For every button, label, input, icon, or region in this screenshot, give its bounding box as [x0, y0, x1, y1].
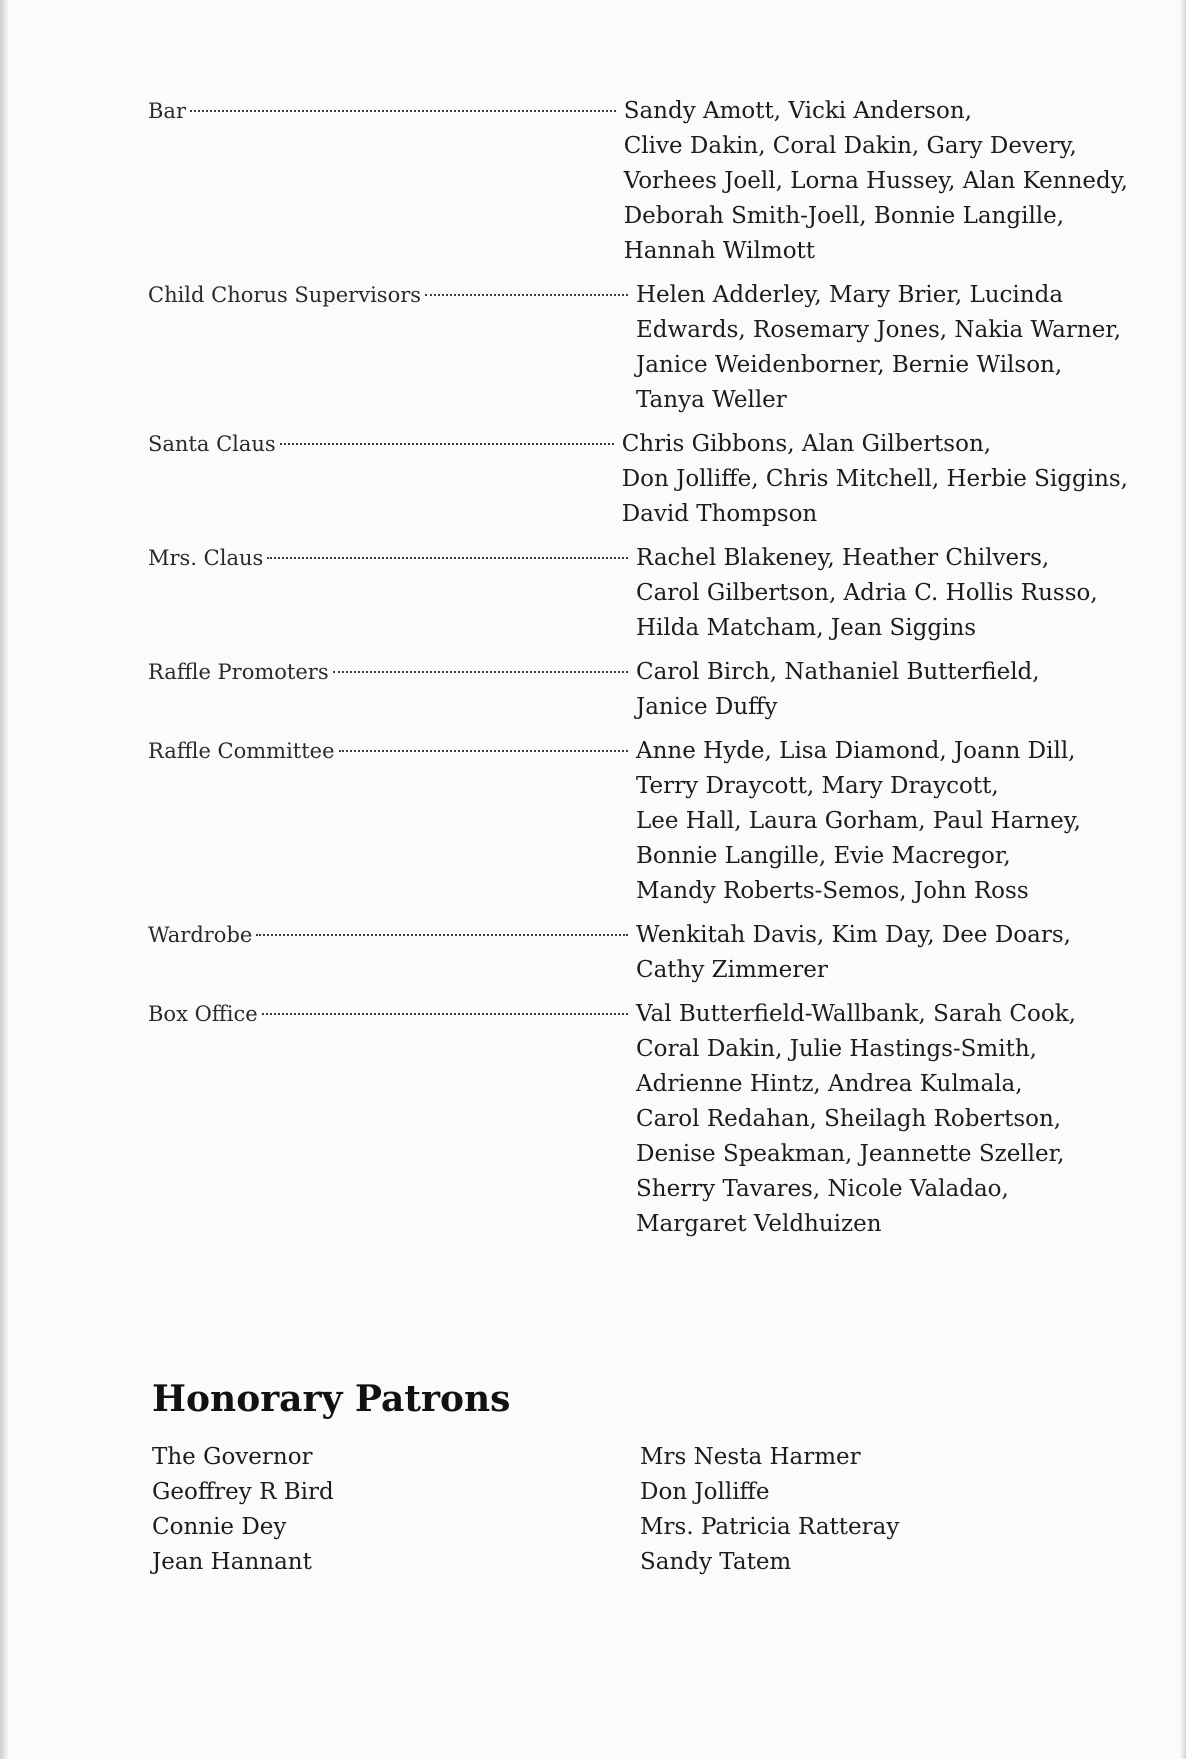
- patron-name: Connie Dey: [152, 1514, 287, 1540]
- dot-leader: [280, 443, 614, 445]
- credit-row: [148, 94, 1128, 269]
- credit-name-line: Margaret Veldhuizen: [636, 1211, 882, 1237]
- patron-name: Mrs. Patricia Ratteray: [640, 1514, 900, 1540]
- credit-name-line: Lee Hall, Laura Gorham, Paul Harney,: [636, 808, 1081, 834]
- credit-name-line: Tanya Weller: [636, 387, 787, 413]
- credits-list: [148, 94, 1128, 1251]
- credit-role: [148, 734, 636, 769]
- credit-name-line: Adrienne Hintz, Andrea Kulmala,: [636, 1071, 1023, 1097]
- page-right-edge: [1180, 0, 1186, 1759]
- credit-role: [148, 655, 636, 690]
- credit-row: [148, 541, 1128, 646]
- dot-leader: [267, 557, 628, 559]
- patrons-right-column: [640, 1440, 899, 1580]
- dot-leader: [425, 294, 628, 296]
- credit-name-line: Edwards, Rosemary Jones, Nakia Warner,: [636, 317, 1122, 343]
- dot-leader: [339, 750, 628, 752]
- patron-name: The Governor: [152, 1444, 313, 1470]
- credit-name-line: Helen Adderley, Mary Brier, Lucinda: [636, 282, 1064, 308]
- credit-name-line: Terry Draycott, Mary Draycott,: [636, 773, 999, 799]
- credit-name-line: Coral Dakin, Julie Hastings-Smith,: [636, 1036, 1037, 1062]
- credit-row: [148, 918, 1128, 988]
- credit-name-line: Carol Birch, Nathaniel Butterfield,: [636, 659, 1040, 685]
- patron-name: Geoffrey R Bird: [152, 1479, 334, 1505]
- credit-name-line: Anne Hyde, Lisa Diamond, Joann Dill,: [636, 738, 1076, 764]
- credit-role-label: Wardrobe: [148, 923, 253, 947]
- credit-name-line: Janice Duffy: [636, 694, 778, 720]
- credit-name-line: Chris Gibbons, Alan Gilbertson,: [621, 431, 992, 457]
- credit-role: [148, 278, 636, 313]
- credit-names: [636, 918, 1128, 988]
- credit-role: [148, 94, 624, 129]
- credit-row: [148, 997, 1128, 1242]
- credit-role-label: Santa Claus: [148, 432, 276, 456]
- dot-leader: [190, 110, 616, 112]
- credit-names: [636, 278, 1128, 418]
- credit-row: [148, 655, 1128, 725]
- credit-names: [622, 427, 1128, 532]
- credit-row: [148, 734, 1128, 909]
- credit-name-line: Rachel Blakeney, Heather Chilvers,: [636, 545, 1050, 571]
- dot-leader: [256, 934, 628, 936]
- credit-name-line: Wenkitah Davis, Kim Day, Dee Doars,: [636, 922, 1071, 948]
- credit-names: [636, 997, 1128, 1242]
- credit-names: [624, 94, 1128, 269]
- credit-name-line: David Thompson: [621, 501, 818, 527]
- patron-name: Mrs Nesta Harmer: [640, 1444, 861, 1470]
- credit-role-label: Bar: [148, 99, 186, 123]
- credit-name-line: Denise Speakman, Jeannette Szeller,: [636, 1141, 1065, 1167]
- credit-names: [636, 734, 1128, 909]
- credit-role: [148, 541, 636, 576]
- credit-name-line: Sherry Tavares, Nicole Valadao,: [636, 1176, 1009, 1202]
- credit-role: [148, 997, 636, 1032]
- credit-names: [636, 655, 1128, 725]
- credit-name-line: Carol Redahan, Sheilagh Robertson,: [636, 1106, 1062, 1132]
- credit-role-label: Raffle Committee: [148, 739, 335, 763]
- credit-role: [148, 427, 622, 462]
- credit-name-line: Sandy Amott, Vicki Anderson,: [623, 98, 972, 124]
- credit-name-line: Don Jolliffe, Chris Mitchell, Herbie Siggins,: [621, 466, 1128, 492]
- credit-name-line: Val Butterfield-Wallbank, Sarah Cook,: [636, 1001, 1076, 1027]
- credit-name-line: Janice Weidenborner, Bernie Wilson,: [636, 352, 1063, 378]
- credit-role-label: Raffle Promoters: [148, 660, 329, 684]
- patron-name: Sandy Tatem: [640, 1549, 792, 1575]
- credit-row: [148, 278, 1128, 418]
- credit-name-line: Clive Dakin, Coral Dakin, Gary Devery,: [623, 133, 1077, 159]
- credit-role: [148, 918, 636, 953]
- patron-name: Jean Hannant: [152, 1549, 312, 1575]
- credit-role-label: Child Chorus Supervisors: [148, 283, 422, 307]
- credit-role-label: Box Office: [148, 1002, 258, 1026]
- credit-name-line: Carol Gilbertson, Adria C. Hollis Russo,: [636, 580, 1098, 606]
- credit-name-line: Bonnie Langille, Evie Macregor,: [636, 843, 1011, 869]
- credit-name-line: Hilda Matcham, Jean Siggins: [636, 615, 977, 641]
- patrons-left-column: [152, 1440, 334, 1580]
- credit-name-line: Vorhees Joell, Lorna Hussey, Alan Kennedy,: [623, 168, 1128, 194]
- credit-row: [148, 427, 1128, 532]
- dot-leader: [262, 1013, 628, 1015]
- dot-leader: [333, 671, 628, 673]
- credit-name-line: Deborah Smith-Joell, Bonnie Langille,: [623, 203, 1065, 229]
- credit-name-line: Cathy Zimmerer: [636, 957, 828, 983]
- patron-name: Don Jolliffe: [640, 1479, 770, 1505]
- credit-name-line: Mandy Roberts-Semos, John Ross: [636, 878, 1029, 904]
- credit-names: [636, 541, 1128, 646]
- page-binding-edge: [0, 0, 8, 1759]
- credit-role-label: Mrs. Claus: [148, 546, 264, 570]
- honorary-patrons-heading: Honorary Patrons: [152, 1378, 511, 1420]
- credit-name-line: Hannah Wilmott: [623, 238, 816, 264]
